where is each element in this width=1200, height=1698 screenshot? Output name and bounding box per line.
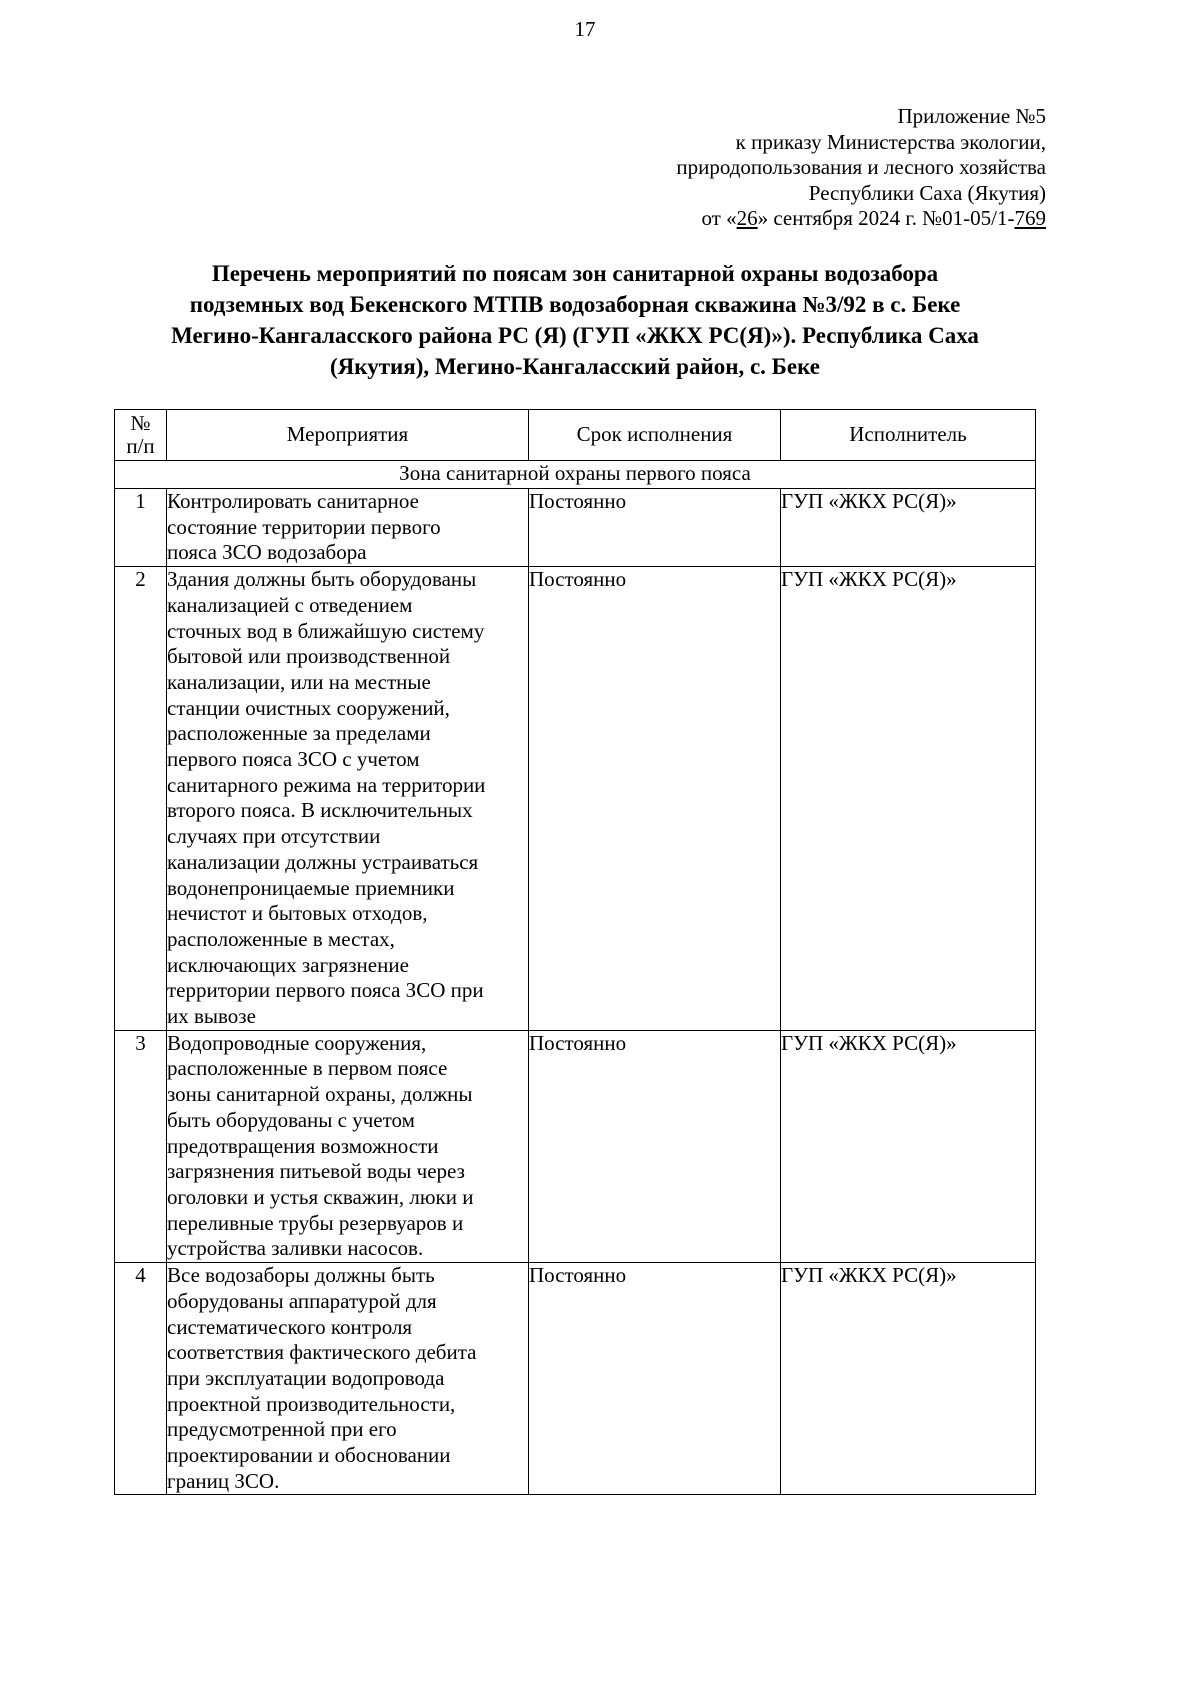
row-term: Постоянно [529,1030,781,1262]
measure-line: бытовой или производственной [167,644,451,669]
header-executor: Исполнитель [781,410,1036,461]
measure-line: расположенные за пределами [167,721,431,746]
order-number: 769 [1014,206,1046,230]
measure-line: их вывозе [167,1004,256,1029]
measure-line: исключающих загрязнение [167,952,409,977]
row-term: Постоянно [529,567,781,1031]
table-row [115,567,1036,1031]
header-number-label: п/п [126,434,155,458]
measure-line: границ ЗСО. [167,1468,280,1493]
measure-line: нечистот и бытовых отходов, [167,901,428,926]
measure-line: водонепроницаемые приемники [167,875,455,900]
table-row [115,1030,1036,1262]
measure-line: первого пояса ЗСО с учетом [167,747,420,772]
row-measure [167,489,529,567]
measure-line: проектной производительности, [167,1391,456,1416]
measure-line: Здания должны быть оборудованы [167,567,477,592]
measure-line: загрязнения питьевой воды через [167,1159,465,1184]
row-term: Постоянно [529,489,781,567]
measure-line: канализации, или на местные [167,669,431,694]
row-executor: ГУП «ЖКХ РС(Я)» [781,567,1036,1031]
row-number: 4 [115,1263,167,1495]
appendix-line: Приложение №5 [897,104,1046,128]
measure-line: систематического контроля [167,1314,413,1339]
row-number: 3 [115,1030,167,1262]
date-day: 26 [736,206,758,230]
row-number: 2 [115,567,167,1031]
measure-line: оголовки и устья скважин, люки и [167,1184,474,1209]
measure-line: Водопроводные сооружения, [167,1030,427,1055]
measure-line: оборудованы аппаратурой для [167,1288,437,1313]
measure-line: расположенные в первом поясе [167,1056,448,1081]
date-prefix: от « [701,206,737,230]
measure-line: проектировании и обосновании [167,1443,451,1468]
section-title: Зона санитарной охраны первого пояса [115,461,1036,489]
measure-line: сточных вод в ближайшую систему [167,618,485,643]
title-line: (Якутия), Мегино-Кангаласский район, с. Беке [330,354,820,379]
measure-line: Контролировать санитарное [167,489,419,513]
header-number-symbol: № [130,411,151,435]
measure-line: устройства заливки насосов. [167,1236,424,1261]
date-middle: » сентября 2024 г. №01-05/1- [757,206,1015,230]
measure-line: Все водозаборы должны быть [167,1263,435,1288]
measure-line: быть оборудованы с учетом [167,1107,415,1132]
measure-line: санитарного режима на территории [167,772,486,797]
table-header-row [115,410,1036,461]
measure-line: канализации должны устраиваться [167,849,479,874]
title-line: Перечень мероприятий по поясам зон санитарной охраны водозабора [211,261,939,286]
appendix-line: природопользования и лесного хозяйства [676,155,1046,179]
table-body [115,461,1036,1495]
row-executor: ГУП «ЖКХ РС(Я)» [781,1030,1036,1262]
measure-line: случаях при отсутствии [167,824,381,849]
row-measure [167,1030,529,1262]
document-title [90,258,1060,382]
measure-line: расположенные в местах, [167,926,395,951]
header-measures: Мероприятия [167,410,529,461]
row-number: 1 [115,489,167,567]
appendix-date-line [560,206,1046,232]
measure-line: соответствия фактического дебита [167,1340,477,1365]
title-line: Мегино-Кангаласского района РС (Я) (ГУП «ЖКХ РС(Я)»). Республика Саха [171,323,979,348]
measure-line: при эксплуатации водопровода [167,1365,445,1390]
row-measure [167,567,529,1031]
measure-line: станции очистных сооружений, [167,695,450,720]
page-number: 17 [574,17,596,41]
measure-line: переливные трубы резервуаров и [167,1210,464,1235]
appendix-line: к приказу Министерства экологии, [735,129,1046,154]
measure-line: канализацией с отведением [167,592,413,617]
measure-line: зоны санитарной охраны, должны [167,1082,473,1107]
row-term: Постоянно [529,1263,781,1495]
appendix-line: Республики Саха (Якутия) [808,180,1046,205]
appendix-block [560,104,1046,232]
measure-line: пояса ЗСО водозабора [167,540,367,565]
title-line: подземных вод Бекенского МТПВ водозаборная скважина №3/92 в с. Беке [189,292,961,317]
measure-line: предусмотренной при его [167,1417,397,1442]
row-executor: ГУП «ЖКХ РС(Я)» [781,489,1036,567]
measures-table [114,409,1036,1495]
header-number [115,410,167,461]
section-row [115,461,1036,489]
measure-line: состояние территории первого [167,514,441,539]
measure-line: территории первого пояса ЗСО при [167,978,484,1003]
measure-line: второго пояса. В исключительных [167,798,473,823]
header-term: Срок исполнения [529,410,781,461]
table-row [115,489,1036,567]
row-measure [167,1263,529,1495]
measure-line: предотвращения возможности [167,1133,439,1158]
row-executor: ГУП «ЖКХ РС(Я)» [781,1263,1036,1495]
table-row [115,1263,1036,1495]
